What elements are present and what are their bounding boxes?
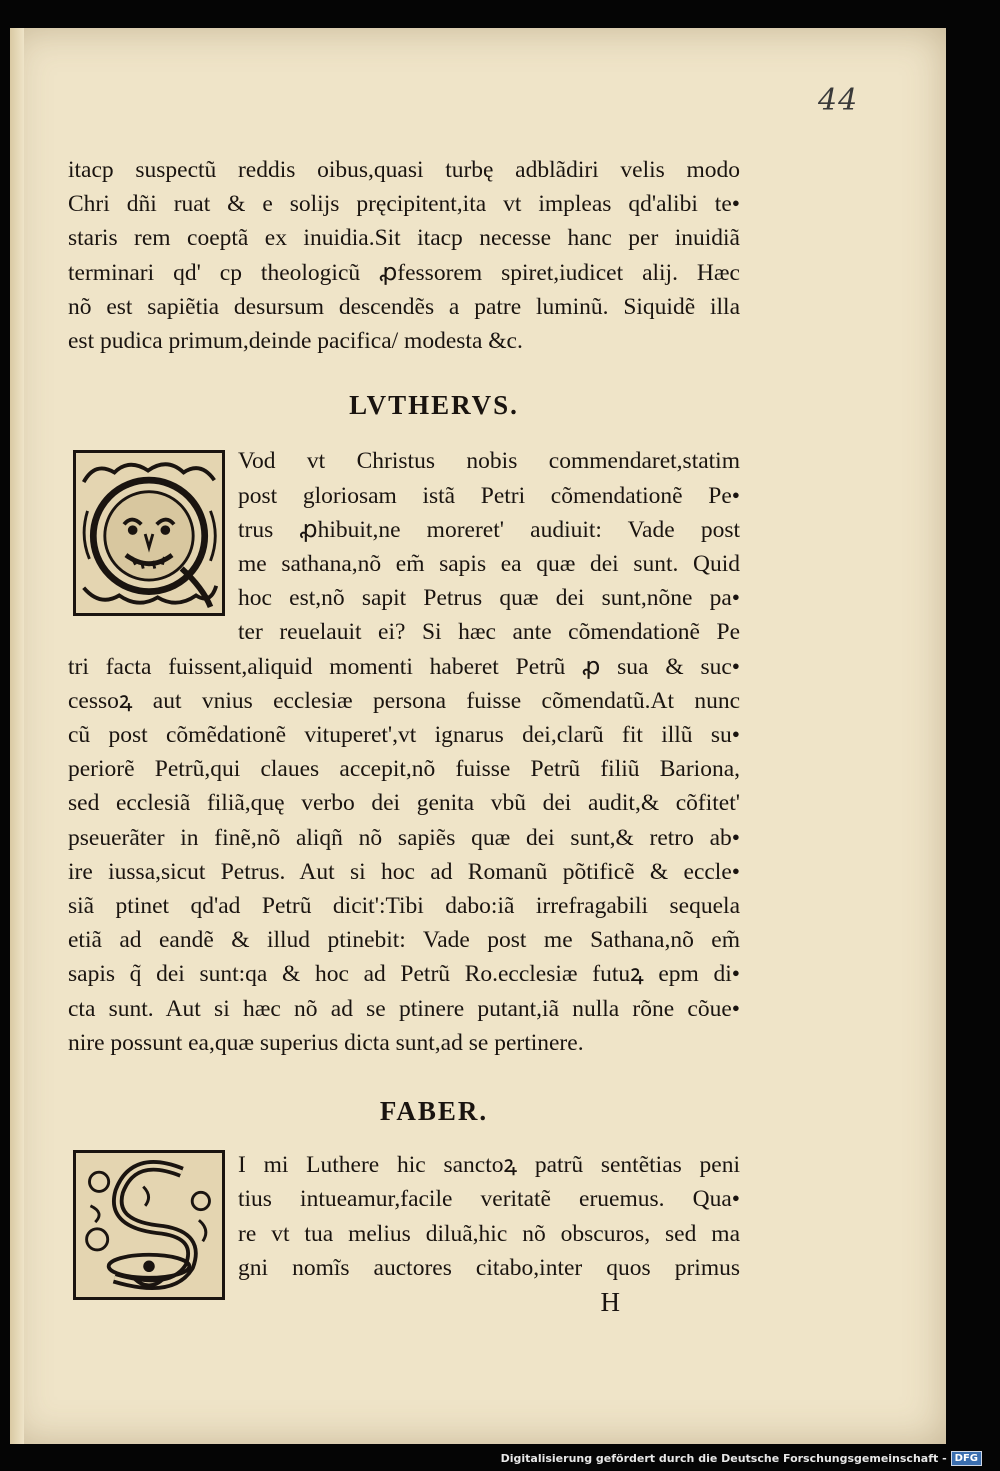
paragraph-2 — [68, 444, 740, 1060]
woodcut-face-initial-icon — [76, 453, 222, 613]
text-line: ter reuelauit ei? Si hæc ante cõmendationẽ Pe — [238, 619, 740, 646]
text-line: post gloriosam istã Petri cõmendationẽ Pe• — [238, 482, 740, 509]
text-line: re vt tua melius diluã,hic nõ obscuros, sed ma — [238, 1220, 740, 1247]
decorated-initial-q — [73, 450, 225, 616]
paragraph-3 — [68, 1148, 740, 1285]
text-line: nõ est sapiẽtia desursum descendẽs a patre luminũ. Siquidẽ illa — [68, 293, 740, 320]
text-line: itacp suspectũ reddis oibus,quasi turbę adblãdiri velis modo — [68, 157, 740, 183]
section-heading-lutherus: LVTHERVS. — [349, 390, 519, 421]
text-line: me sathana,nõ em̃ sapis ea quæ dei sunt. Quid — [238, 551, 740, 578]
funding-footer — [501, 1451, 982, 1466]
text-line: ire iussa,sicut Petrus. Aut si hoc ad Romanũ põtificẽ & eccle• — [68, 858, 740, 885]
text-line: cessoꝝ aut vnius ecclesiæ persona fuisse cõmendatũ.At nunc — [68, 687, 740, 714]
book-page — [10, 28, 946, 1444]
text-line: tius intueamur,facile veritatẽ eruemus. Qua• — [238, 1186, 740, 1213]
dfg-logo-icon: DFG — [951, 1451, 982, 1466]
text-line: trus ꝓhibuit,ne moreret' audiuit: Vade post — [238, 516, 740, 543]
text-line: cta sunt. Aut si hæc nõ ad se ptinere putant,iã nulla rõne cõue• — [68, 995, 740, 1022]
text-line: gni nomĩs auctores citabo,inter quos primus — [238, 1254, 740, 1281]
decorated-initial-s — [73, 1150, 225, 1300]
text-line: staris rem coeptã ex inuidia.Sit itacp necesse hanc per inuidiã — [68, 225, 740, 252]
text-line: terminari qd' cp theologicũ ꝓfessorem spiret,iudicet alij. Hæc — [68, 259, 740, 286]
text-block — [68, 153, 740, 1319]
text-line: nire possunt ea,quæ superius dicta sunt,ad se pertinere. — [68, 1029, 584, 1056]
text-line: est pudica primum,deinde pacifica/ modesta &c. — [68, 328, 523, 355]
text-line: cũ post cõmẽdationẽ vituperet',vt ignarus dei,clarũ fit illũ su• — [68, 722, 740, 749]
text-line: tri facta fuissent,aliquid momenti haberet Petrũ ꝓ sua & suc• — [68, 653, 740, 680]
section-heading-faber: FABER. — [379, 1096, 489, 1127]
text-line: sapis q̃ dei sunt:qa & hoc ad Petrũ Ro.ecclesiæ futuꝝ epm di• — [68, 961, 740, 988]
text-line: I mi Luthere hic sanctoꝝ patrũ sentẽtias peni — [238, 1152, 740, 1179]
text-line: sed ecclesiã filiã,quę verbo dei genita vbũ dei audit,& cõfitet' — [68, 790, 740, 817]
funding-text: Digitalisierung gefördert durch die Deutsche Forschungsgemeinschaft - — [500, 1452, 947, 1465]
text-line: hoc est,nõ sapit Petrus quæ dei sunt,nõne pa• — [238, 585, 740, 612]
catchword-signature: H — [600, 1287, 620, 1318]
text-line: etiã ad eandẽ & illud ptinebit: Vade post me Sathana,nõ em̃ — [68, 927, 740, 954]
text-line: Vod vt Christus nobis commendaret,statim — [238, 448, 740, 475]
text-line: periorẽ Petrũ,qui claues accepit,nõ fuisse Petrũ filiũ Bariona, — [68, 756, 740, 783]
page-gutter-shadow — [10, 28, 24, 1444]
paragraph-1 — [68, 153, 740, 358]
folio-number: 44 — [818, 83, 859, 118]
text-line: pseuerãter in finẽ,nõ aliqñ nõ sapiẽs quæ dei sunt,& retro ab• — [68, 824, 740, 851]
woodcut-floral-initial-icon — [76, 1153, 222, 1297]
text-line: siã ptinet qd'ad Petrũ dicit':Tibi dabo:iã irrefragabili sequela — [68, 893, 740, 920]
text-line: Chri dñi ruat & e solijs pręcipitent,ita vt impleas qd'alibi te• — [68, 191, 740, 218]
